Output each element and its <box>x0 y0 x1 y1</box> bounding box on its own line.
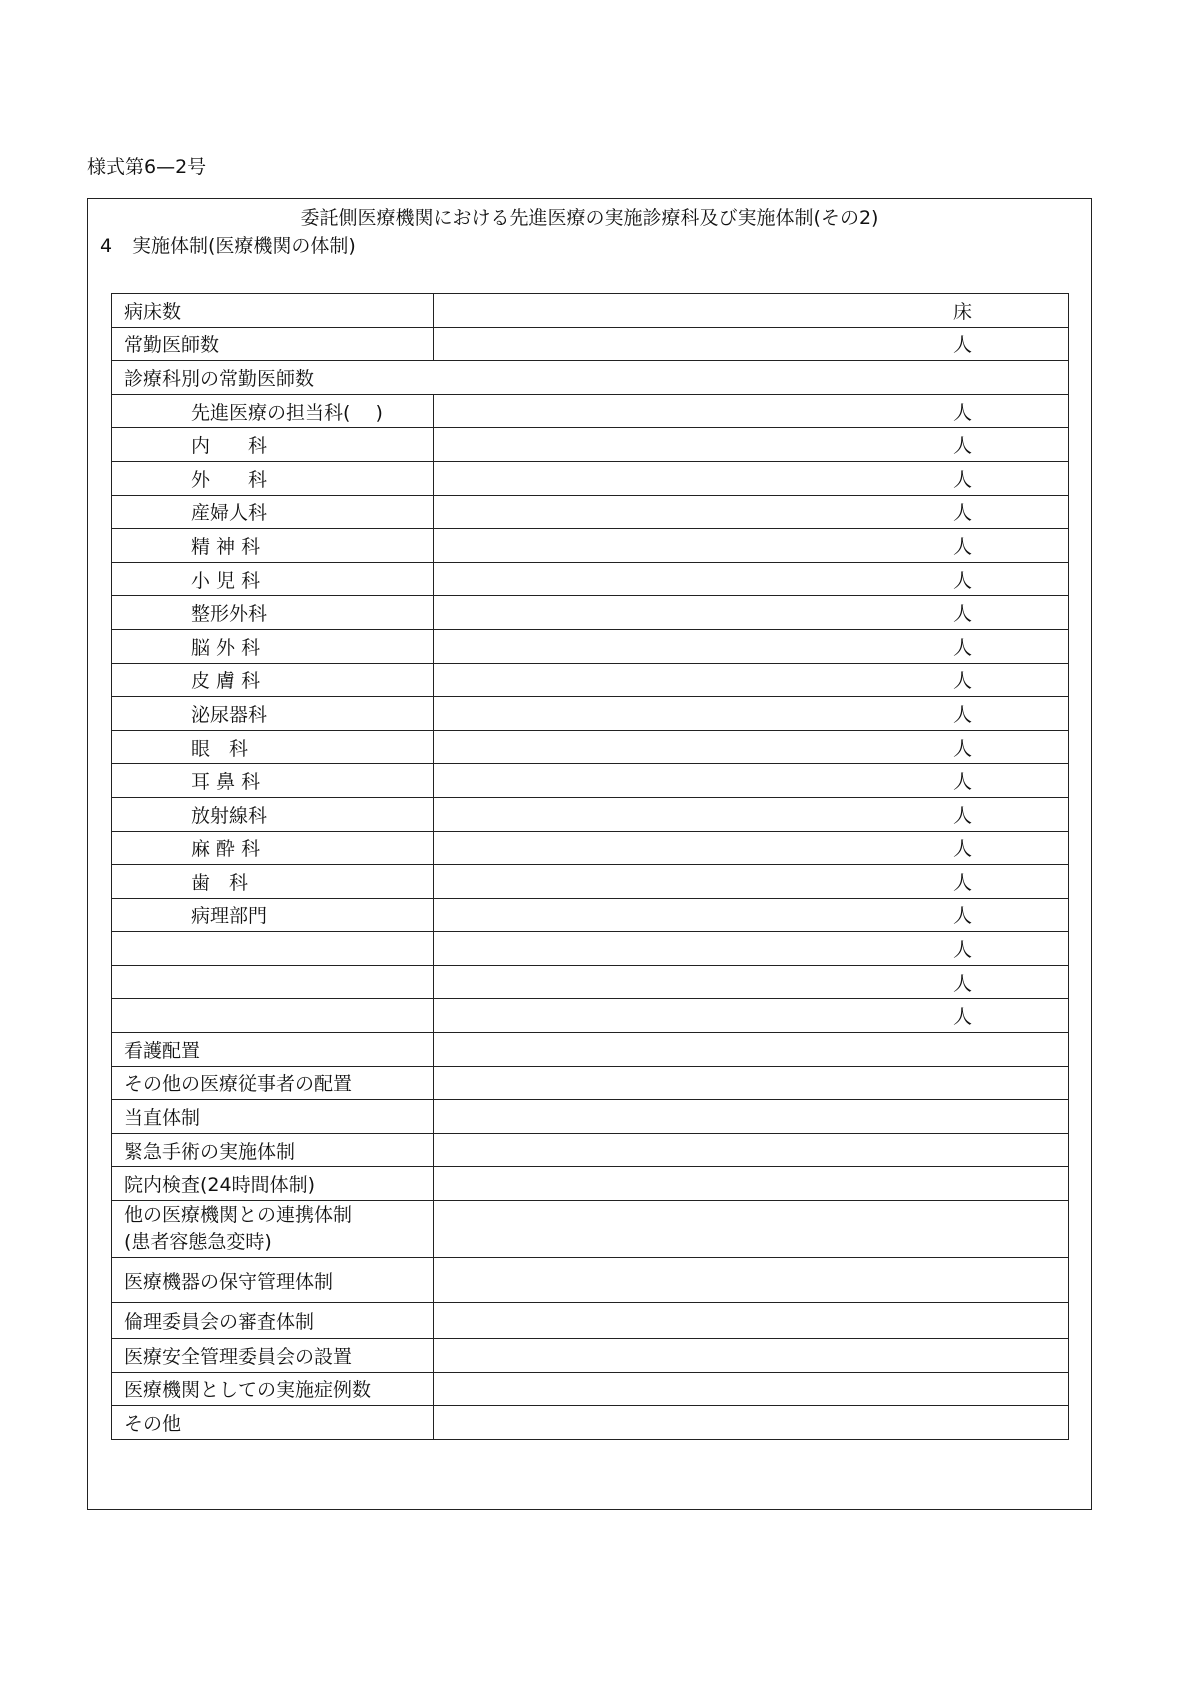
row-label-department: 麻 酔 科 <box>112 831 434 865</box>
unit-label: 人 <box>952 972 972 995</box>
unit-label: 人 <box>952 905 972 928</box>
row-label-other-staff: その他の医療従事者の配置 <box>112 1066 434 1100</box>
ethics-committee-value-cell[interactable] <box>433 1303 1068 1339</box>
equipment-maintenance-value-cell[interactable] <box>433 1258 1068 1303</box>
row-label-coordination <box>112 1201 434 1258</box>
inhouse-testing-value-cell[interactable] <box>433 1167 1068 1201</box>
row-label-department: 皮 膚 科 <box>112 663 434 697</box>
row-label-department: 歯 科 <box>112 865 434 899</box>
department-value-cell[interactable] <box>433 898 1068 932</box>
department-value-cell[interactable] <box>433 932 1068 966</box>
row-label-department: 整形外科 <box>112 596 434 630</box>
department-value-cell[interactable] <box>433 629 1068 663</box>
row-label-department: 病理部門 <box>112 898 434 932</box>
row-label-night-duty: 当直体制 <box>112 1100 434 1134</box>
row-label-department: 耳 鼻 科 <box>112 764 434 798</box>
table-row <box>112 294 1069 328</box>
table-row <box>112 1100 1069 1134</box>
table-row <box>112 562 1069 596</box>
table-row <box>112 495 1069 529</box>
department-value-cell[interactable] <box>433 461 1068 495</box>
unit-label: 人 <box>952 502 972 525</box>
other-staff-value-cell[interactable] <box>433 1066 1068 1100</box>
emergency-surgery-value-cell[interactable] <box>433 1133 1068 1167</box>
table-row <box>112 730 1069 764</box>
unit-label: 人 <box>952 535 972 558</box>
other-value-cell[interactable] <box>433 1406 1068 1440</box>
section-label: 実施体制(医療機関の体制) <box>132 235 356 257</box>
department-value-cell[interactable] <box>433 697 1068 731</box>
table-row <box>112 831 1069 865</box>
row-label-fulltime-doctors: 常勤医師数 <box>112 327 434 361</box>
unit-label: 人 <box>952 401 972 424</box>
section-heading <box>100 231 356 258</box>
table-row <box>112 932 1069 966</box>
unit-label: 人 <box>952 468 972 491</box>
unit-label: 人 <box>952 703 972 726</box>
form-frame <box>87 198 1092 1510</box>
row-label-doctors-by-department: 診療科別の常勤医師数 <box>112 361 1069 395</box>
unit-label: 人 <box>952 636 972 659</box>
nursing-value-cell[interactable] <box>433 1033 1068 1067</box>
row-label-case-count: 医療機関としての実施症例数 <box>112 1372 434 1406</box>
department-value-cell[interactable] <box>433 797 1068 831</box>
row-label-beds: 病床数 <box>112 294 434 328</box>
table-row <box>112 663 1069 697</box>
department-value-cell[interactable] <box>433 999 1068 1033</box>
form-number: 様式第6—2号 <box>87 156 207 178</box>
row-label-department: 産婦人科 <box>112 495 434 529</box>
row-label-other: その他 <box>112 1406 434 1440</box>
department-value-cell[interactable] <box>433 764 1068 798</box>
table-row <box>112 1066 1069 1100</box>
table-row <box>112 361 1069 395</box>
fulltime-doctors-value-cell[interactable] <box>433 327 1068 361</box>
table-row <box>112 1339 1069 1373</box>
department-value-cell[interactable] <box>433 394 1068 428</box>
unit-label: 人 <box>952 838 972 861</box>
department-value-cell[interactable] <box>433 965 1068 999</box>
section-number: 4 <box>100 235 113 257</box>
unit-label: 人 <box>952 804 972 827</box>
row-label-department: 放射線科 <box>112 797 434 831</box>
coordination-line-1: 他の医療機関との連携体制 <box>124 1204 353 1227</box>
table-row <box>112 764 1069 798</box>
department-value-cell[interactable] <box>433 730 1068 764</box>
beds-value-cell[interactable] <box>433 294 1068 328</box>
blank-department-cell[interactable] <box>112 932 434 966</box>
row-label-department: 脳 外 科 <box>112 629 434 663</box>
row-label-department: 精 神 科 <box>112 529 434 563</box>
department-value-cell[interactable] <box>433 562 1068 596</box>
table-row <box>112 1133 1069 1167</box>
blank-department-cell[interactable] <box>112 999 434 1033</box>
row-label-inhouse-testing: 院内検査(24時間体制) <box>112 1167 434 1201</box>
table-row <box>112 1258 1069 1303</box>
table-row <box>112 965 1069 999</box>
table-row <box>112 865 1069 899</box>
table-row <box>112 797 1069 831</box>
unit-label: 人 <box>952 334 972 357</box>
unit-label: 人 <box>952 603 972 626</box>
row-label-department: 先進医療の担当科( ) <box>112 394 434 428</box>
table-row <box>112 1303 1069 1339</box>
coordination-line-2: (患者容態急変時) <box>124 1231 272 1254</box>
table-row <box>112 629 1069 663</box>
row-label-department: 眼 科 <box>112 730 434 764</box>
table-row <box>112 327 1069 361</box>
table-row <box>112 1167 1069 1201</box>
table-row <box>112 697 1069 731</box>
table-row <box>112 461 1069 495</box>
row-label-department: 泌尿器科 <box>112 697 434 731</box>
staffing-table <box>111 293 1069 1440</box>
row-label-nursing: 看護配置 <box>112 1033 434 1067</box>
table-row <box>112 1033 1069 1067</box>
row-label-department: 外 科 <box>112 461 434 495</box>
unit-label: 人 <box>952 871 972 894</box>
department-value-cell[interactable] <box>433 596 1068 630</box>
department-value-cell[interactable] <box>433 529 1068 563</box>
row-label-safety-committee: 医療安全管理委員会の設置 <box>112 1339 434 1373</box>
row-label-emergency-surgery: 緊急手術の実施体制 <box>112 1133 434 1167</box>
department-value-cell[interactable] <box>433 831 1068 865</box>
table-row <box>112 529 1069 563</box>
unit-label: 人 <box>952 771 972 794</box>
unit-label: 人 <box>952 435 972 458</box>
table-row <box>112 1201 1069 1258</box>
row-label-department: 小 児 科 <box>112 562 434 596</box>
unit-label: 人 <box>952 939 972 962</box>
blank-department-cell[interactable] <box>112 965 434 999</box>
table-row <box>112 898 1069 932</box>
department-value-cell[interactable] <box>433 495 1068 529</box>
unit-label: 人 <box>952 670 972 693</box>
night-duty-value-cell[interactable] <box>433 1100 1068 1134</box>
table-row <box>112 999 1069 1033</box>
table-row <box>112 394 1069 428</box>
coordination-value-cell[interactable] <box>433 1201 1068 1258</box>
unit-label: 床 <box>952 300 972 323</box>
table-row <box>112 1372 1069 1406</box>
safety-committee-value-cell[interactable] <box>433 1339 1068 1373</box>
department-value-cell[interactable] <box>433 428 1068 462</box>
table-row <box>112 428 1069 462</box>
table-row <box>112 1406 1069 1440</box>
table-row <box>112 596 1069 630</box>
unit-label: 人 <box>952 569 972 592</box>
case-count-value-cell[interactable] <box>433 1372 1068 1406</box>
form-title: 委託側医療機関における先進医療の実施診療科及び実施体制(その2) <box>300 207 879 229</box>
row-label-ethics-committee: 倫理委員会の審査体制 <box>112 1303 434 1339</box>
department-value-cell[interactable] <box>433 663 1068 697</box>
department-value-cell[interactable] <box>433 865 1068 899</box>
row-label-department: 内 科 <box>112 428 434 462</box>
row-label-equipment-maintenance: 医療機器の保守管理体制 <box>112 1258 434 1303</box>
unit-label: 人 <box>952 737 972 760</box>
unit-label: 人 <box>952 1006 972 1029</box>
